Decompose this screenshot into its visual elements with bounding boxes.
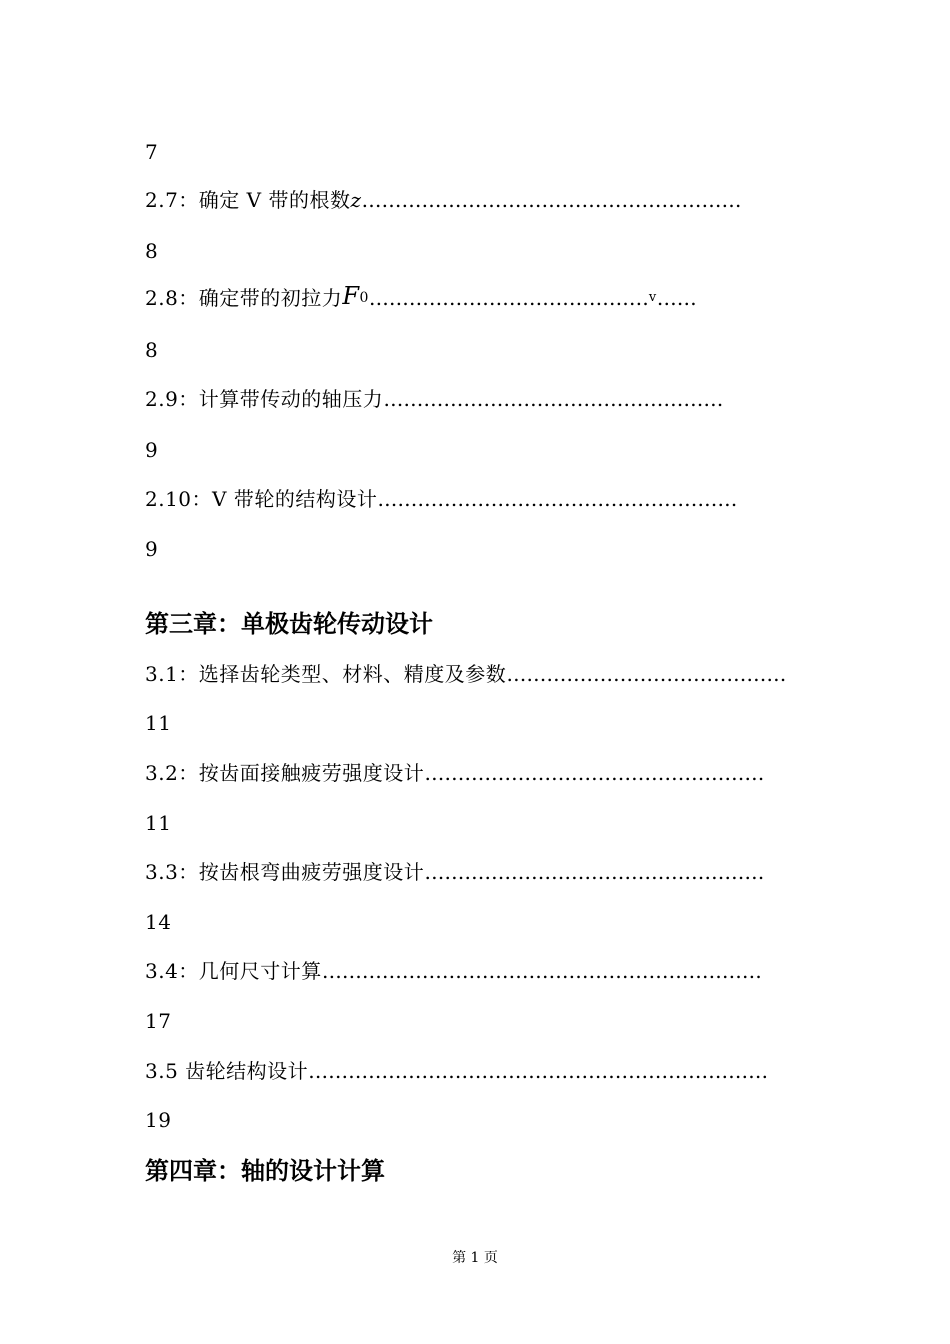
toc-page-number: 11 xyxy=(145,711,172,735)
toc-page-number: 9 xyxy=(145,438,159,462)
math-symbol-f: F xyxy=(342,286,360,310)
toc-entry-label: 3.2：按齿面接触疲劳强度设计 xyxy=(145,761,425,785)
toc-entry-label: 3.3：按齿根弯曲疲劳强度设计 xyxy=(145,860,425,884)
leader-dots: …………………………………… xyxy=(368,286,649,310)
leader-dots: …………………………………………… xyxy=(383,387,724,411)
toc-entry-label: 3.4：几何尺寸计算 xyxy=(145,959,322,983)
toc-entry-3-1[interactable] xyxy=(145,662,807,686)
leader-dots: ………………………………………………… xyxy=(361,188,742,212)
toc-entry-2-9[interactable] xyxy=(145,387,807,411)
toc-page-number: 9 xyxy=(145,537,159,561)
toc-entry-3-3[interactable] xyxy=(145,860,807,884)
toc-entry-label: 2.7：确定 V 带的根数 xyxy=(145,188,351,212)
chapter-heading-4: 第四章：轴的设计计算 xyxy=(145,1157,385,1185)
toc-page-number: 19 xyxy=(145,1108,172,1132)
toc-entry-label: 3.1：选择齿轮类型、材料、精度及参数 xyxy=(145,662,507,686)
toc-page-number: 8 xyxy=(145,338,159,362)
leader-dots: …… xyxy=(656,286,697,310)
leader-dots: …………………………………… xyxy=(506,662,787,686)
toc-page-number: 7 xyxy=(145,140,159,164)
toc-entry-3-4[interactable] xyxy=(145,959,807,983)
leader-dots: …………………………………………… xyxy=(424,761,765,785)
math-subscript-0: 0 xyxy=(359,290,369,306)
toc-entry-3-2[interactable] xyxy=(145,761,807,785)
leader-dots: ……………………………………………… xyxy=(377,487,738,511)
toc-entry-2-10[interactable] xyxy=(145,487,785,511)
math-symbol-z: z xyxy=(350,188,362,212)
leader-dots: ………………………………………………………… xyxy=(321,959,762,983)
toc-entry-3-5[interactable] xyxy=(145,1059,807,1083)
stray-character: v xyxy=(648,290,657,305)
toc-entry-2-8[interactable] xyxy=(145,286,807,310)
toc-entry-2-7[interactable] xyxy=(145,188,807,212)
toc-page-number: 8 xyxy=(145,239,159,263)
toc-entry-label: 2.8：确定带的初拉力 xyxy=(145,286,343,310)
toc-page-number: 14 xyxy=(145,910,172,934)
toc-page-number: 17 xyxy=(145,1009,172,1033)
toc-page-number: 11 xyxy=(145,811,172,835)
leader-dots: …………………………………………………………… xyxy=(308,1059,769,1083)
page-footer: 第 1 页 xyxy=(452,1250,498,1266)
leader-dots: …………………………………………… xyxy=(424,860,765,884)
chapter-heading-3: 第三章：单极齿轮传动设计 xyxy=(145,610,433,638)
toc-entry-label: 2.9：计算带传动的轴压力 xyxy=(145,387,384,411)
toc-entry-label: 2.10：V 带轮的结构设计 xyxy=(145,487,378,511)
toc-entry-label: 3.5 齿轮结构设计 xyxy=(145,1059,309,1083)
